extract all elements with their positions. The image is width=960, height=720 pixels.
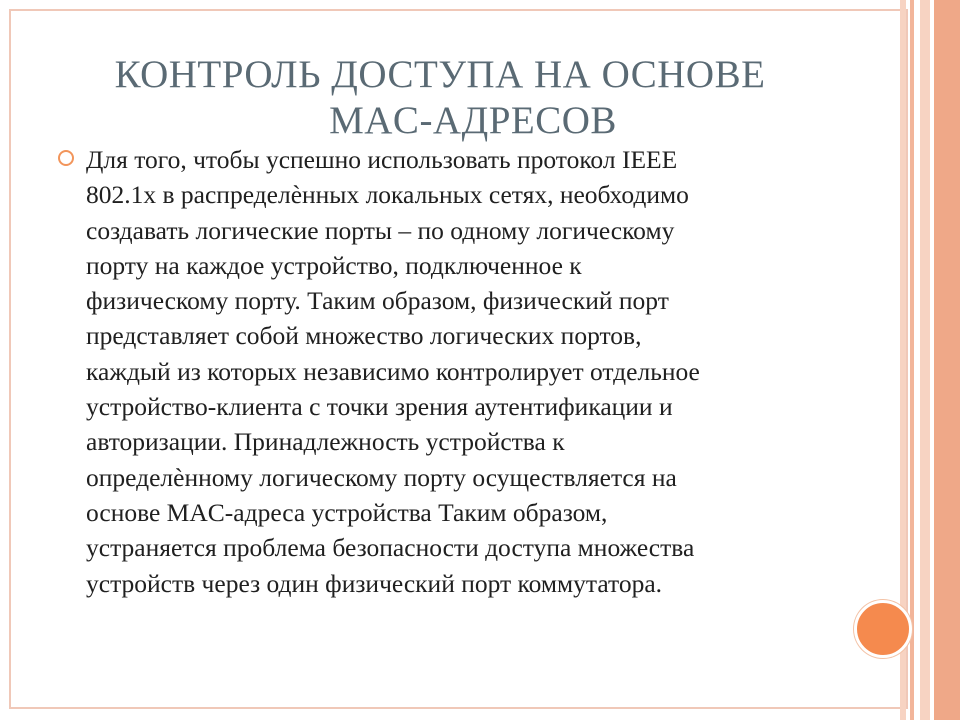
body-line: устраняется проблема безопасности доступа множества [86,533,695,563]
orange-circle-icon [854,600,912,658]
stripe-3 [920,0,930,720]
body-line: авторизации. Принадлежность устройства к [86,427,565,457]
body-paragraph [86,142,906,601]
stripe-4 [934,0,960,720]
body-line: порту на каждое устройство, подключенное к [86,250,582,280]
body-line: основе MAC-адреса устройства Таким образом, [86,497,608,527]
ring-bullet-icon [58,150,74,166]
body-line: создавать логические порты – по одному логическому [86,215,675,245]
body-line: устройство-клиента с точки зрения аутентификации и [86,392,673,422]
body-line: устройств через один физический порт коммутатора. [86,568,663,598]
body-line: 802.1x в распределèнных локальных сетях, необходимо [86,180,689,210]
slide-title-line-1: КОНТРОЛЬ ДОСТУПА НА ОСНОВЕ [114,53,766,96]
body-line: представляет собой множество логических портов, [86,321,642,351]
body-line: Для того, чтобы успешно использовать протокол IEEE [86,145,678,174]
body-line: физическому порту. Таким образом, физический порт [86,286,669,316]
decorative-stripes [900,0,960,720]
slide-title [60,52,820,144]
body-line: определèнному логическому порту осуществляется на [86,462,677,492]
body-line: каждый из которых независимо контролирует отдельное [86,356,700,386]
stripe-2 [910,0,914,720]
slide-title-line-2: MAC-АДРЕСОВ [329,99,617,142]
